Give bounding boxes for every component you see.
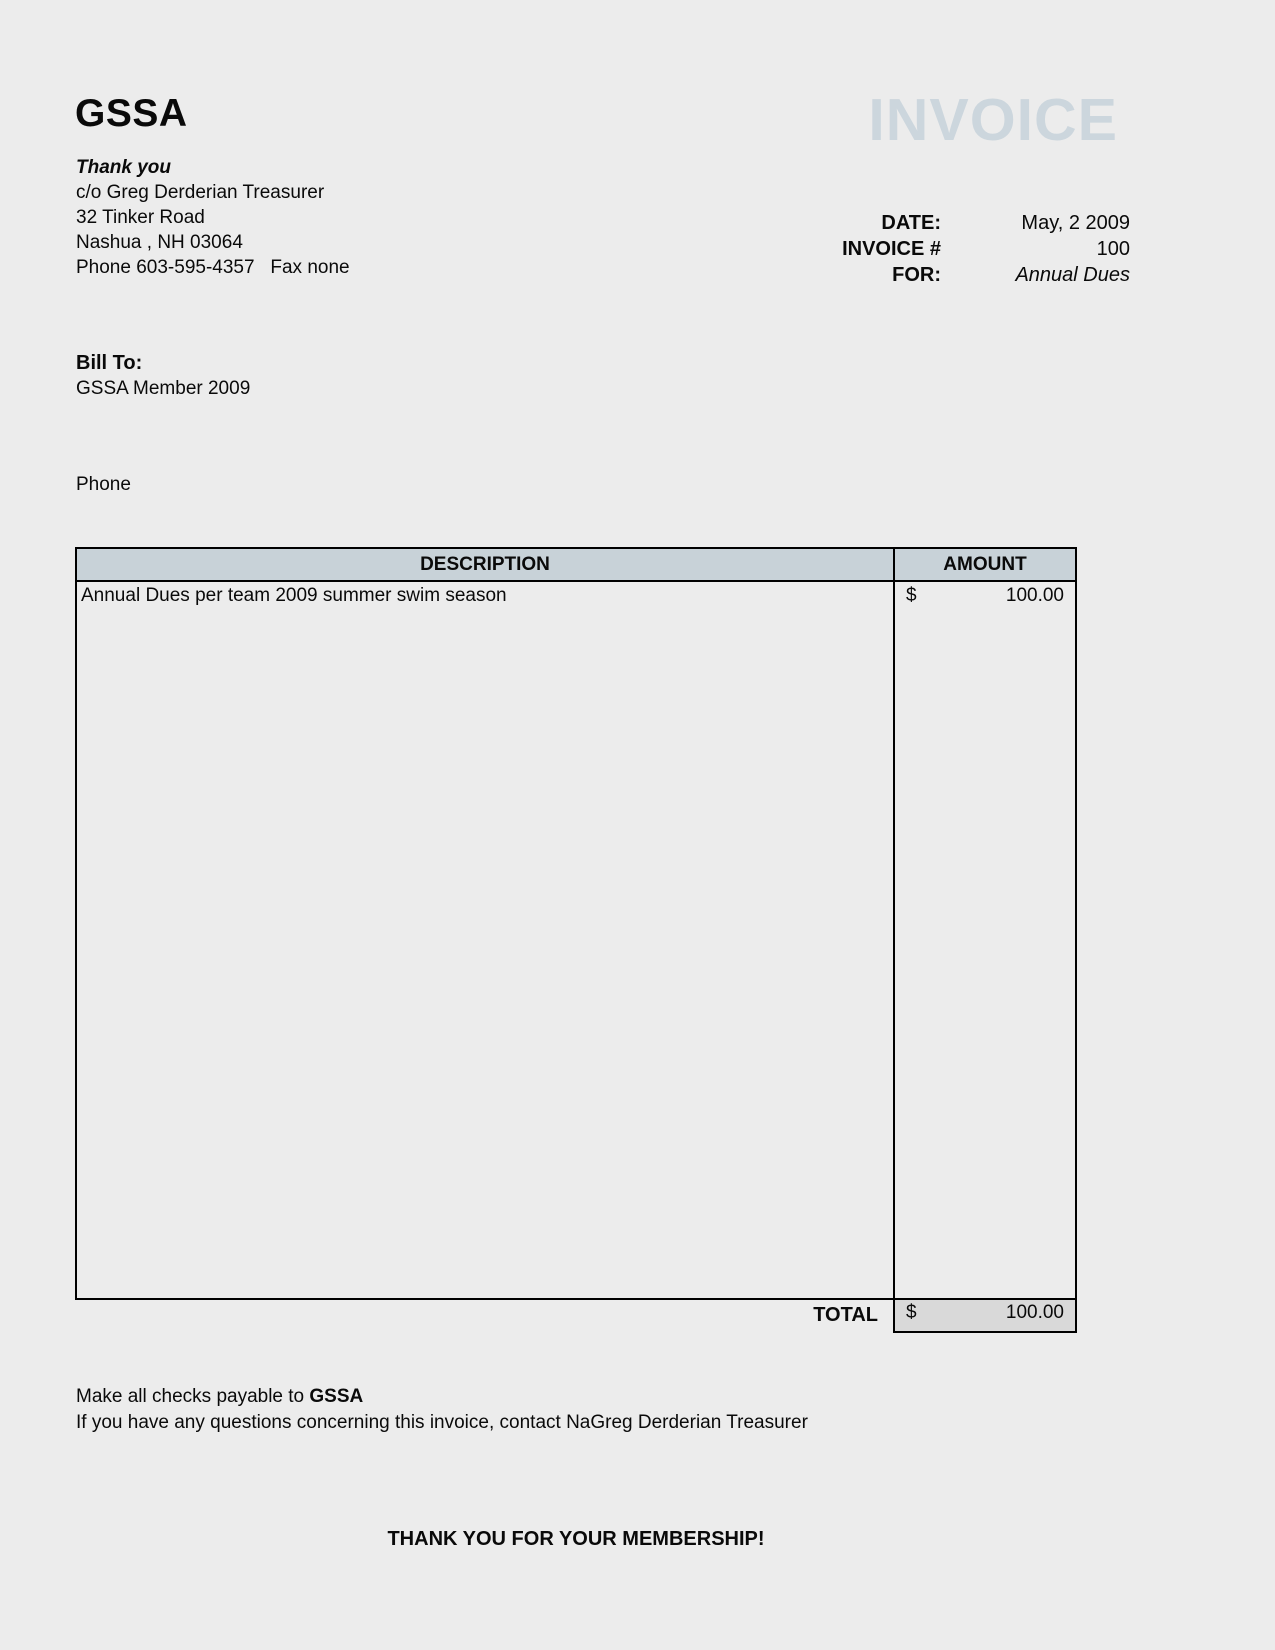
questions-text: If you have any questions concerning this invoice, contact Na <box>76 1412 591 1433</box>
amount-column-header: AMOUNT <box>893 549 1075 580</box>
bill-to-block <box>76 350 250 402</box>
total-amount: 100.00 <box>1005 1302 1064 1323</box>
line-item-description: Annual Dues per team 2009 summer swim season <box>81 585 507 606</box>
invoice-table <box>75 547 1077 1333</box>
thank-you-message: THANK YOU FOR YOUR MEMBERSHIP! <box>387 1528 765 1550</box>
bill-to-label: Bill To: <box>76 352 143 374</box>
invoice-for-label: FOR: <box>892 264 941 286</box>
company-address-line: c/o Greg Derderian Treasurer <box>76 182 325 203</box>
invoice-watermark-title: INVOICE <box>868 87 1118 153</box>
description-column-header: DESCRIPTION <box>420 554 550 575</box>
questions-line <box>76 1410 808 1436</box>
invoice-meta-block <box>600 210 1130 288</box>
questions-contact-name: Greg Derderian Treasurer <box>590 1412 808 1433</box>
invoice-table-body <box>77 582 1075 1298</box>
invoice-date-value: May, 2 2009 <box>1021 212 1130 234</box>
bill-to-name: GSSA Member 2009 <box>76 378 251 399</box>
invoice-table-header-row <box>77 549 1075 582</box>
company-phone-fax-line: Phone 603-595-4357 Fax none <box>76 257 350 278</box>
invoice-date-row <box>600 210 1130 236</box>
line-item-currency-symbol: $ <box>906 585 917 606</box>
checks-payable-line <box>76 1384 808 1410</box>
invoice-total-row <box>75 1300 1077 1333</box>
invoice-number-label: INVOICE # <box>842 238 941 260</box>
company-tagline: Thank you <box>76 157 172 178</box>
footer-notes-block <box>76 1384 808 1436</box>
company-address-block <box>76 155 350 280</box>
invoice-number-value: 100 <box>1096 238 1130 260</box>
invoice-for-value: Annual Dues <box>1015 264 1130 286</box>
checks-payable-text: Make all checks payable to <box>76 1386 310 1407</box>
total-label: TOTAL <box>813 1304 878 1326</box>
company-address-line: Nashua , NH 03064 <box>76 232 243 253</box>
invoice-table-main <box>75 547 1077 1300</box>
invoice-number-row <box>600 236 1130 262</box>
total-currency-symbol: $ <box>906 1302 917 1323</box>
company-address-line: 32 Tinker Road <box>76 207 205 228</box>
checks-payee: GSSA <box>309 1386 364 1407</box>
invoice-for-row <box>600 262 1130 288</box>
line-item-amount: 100.00 <box>1005 585 1064 606</box>
invoice-date-label: DATE: <box>881 212 941 234</box>
bill-to-phone-label: Phone <box>76 474 131 495</box>
company-name: GSSA <box>75 92 188 135</box>
line-item-amount-cell <box>893 582 1075 1298</box>
total-amount-cell <box>893 1300 1077 1333</box>
